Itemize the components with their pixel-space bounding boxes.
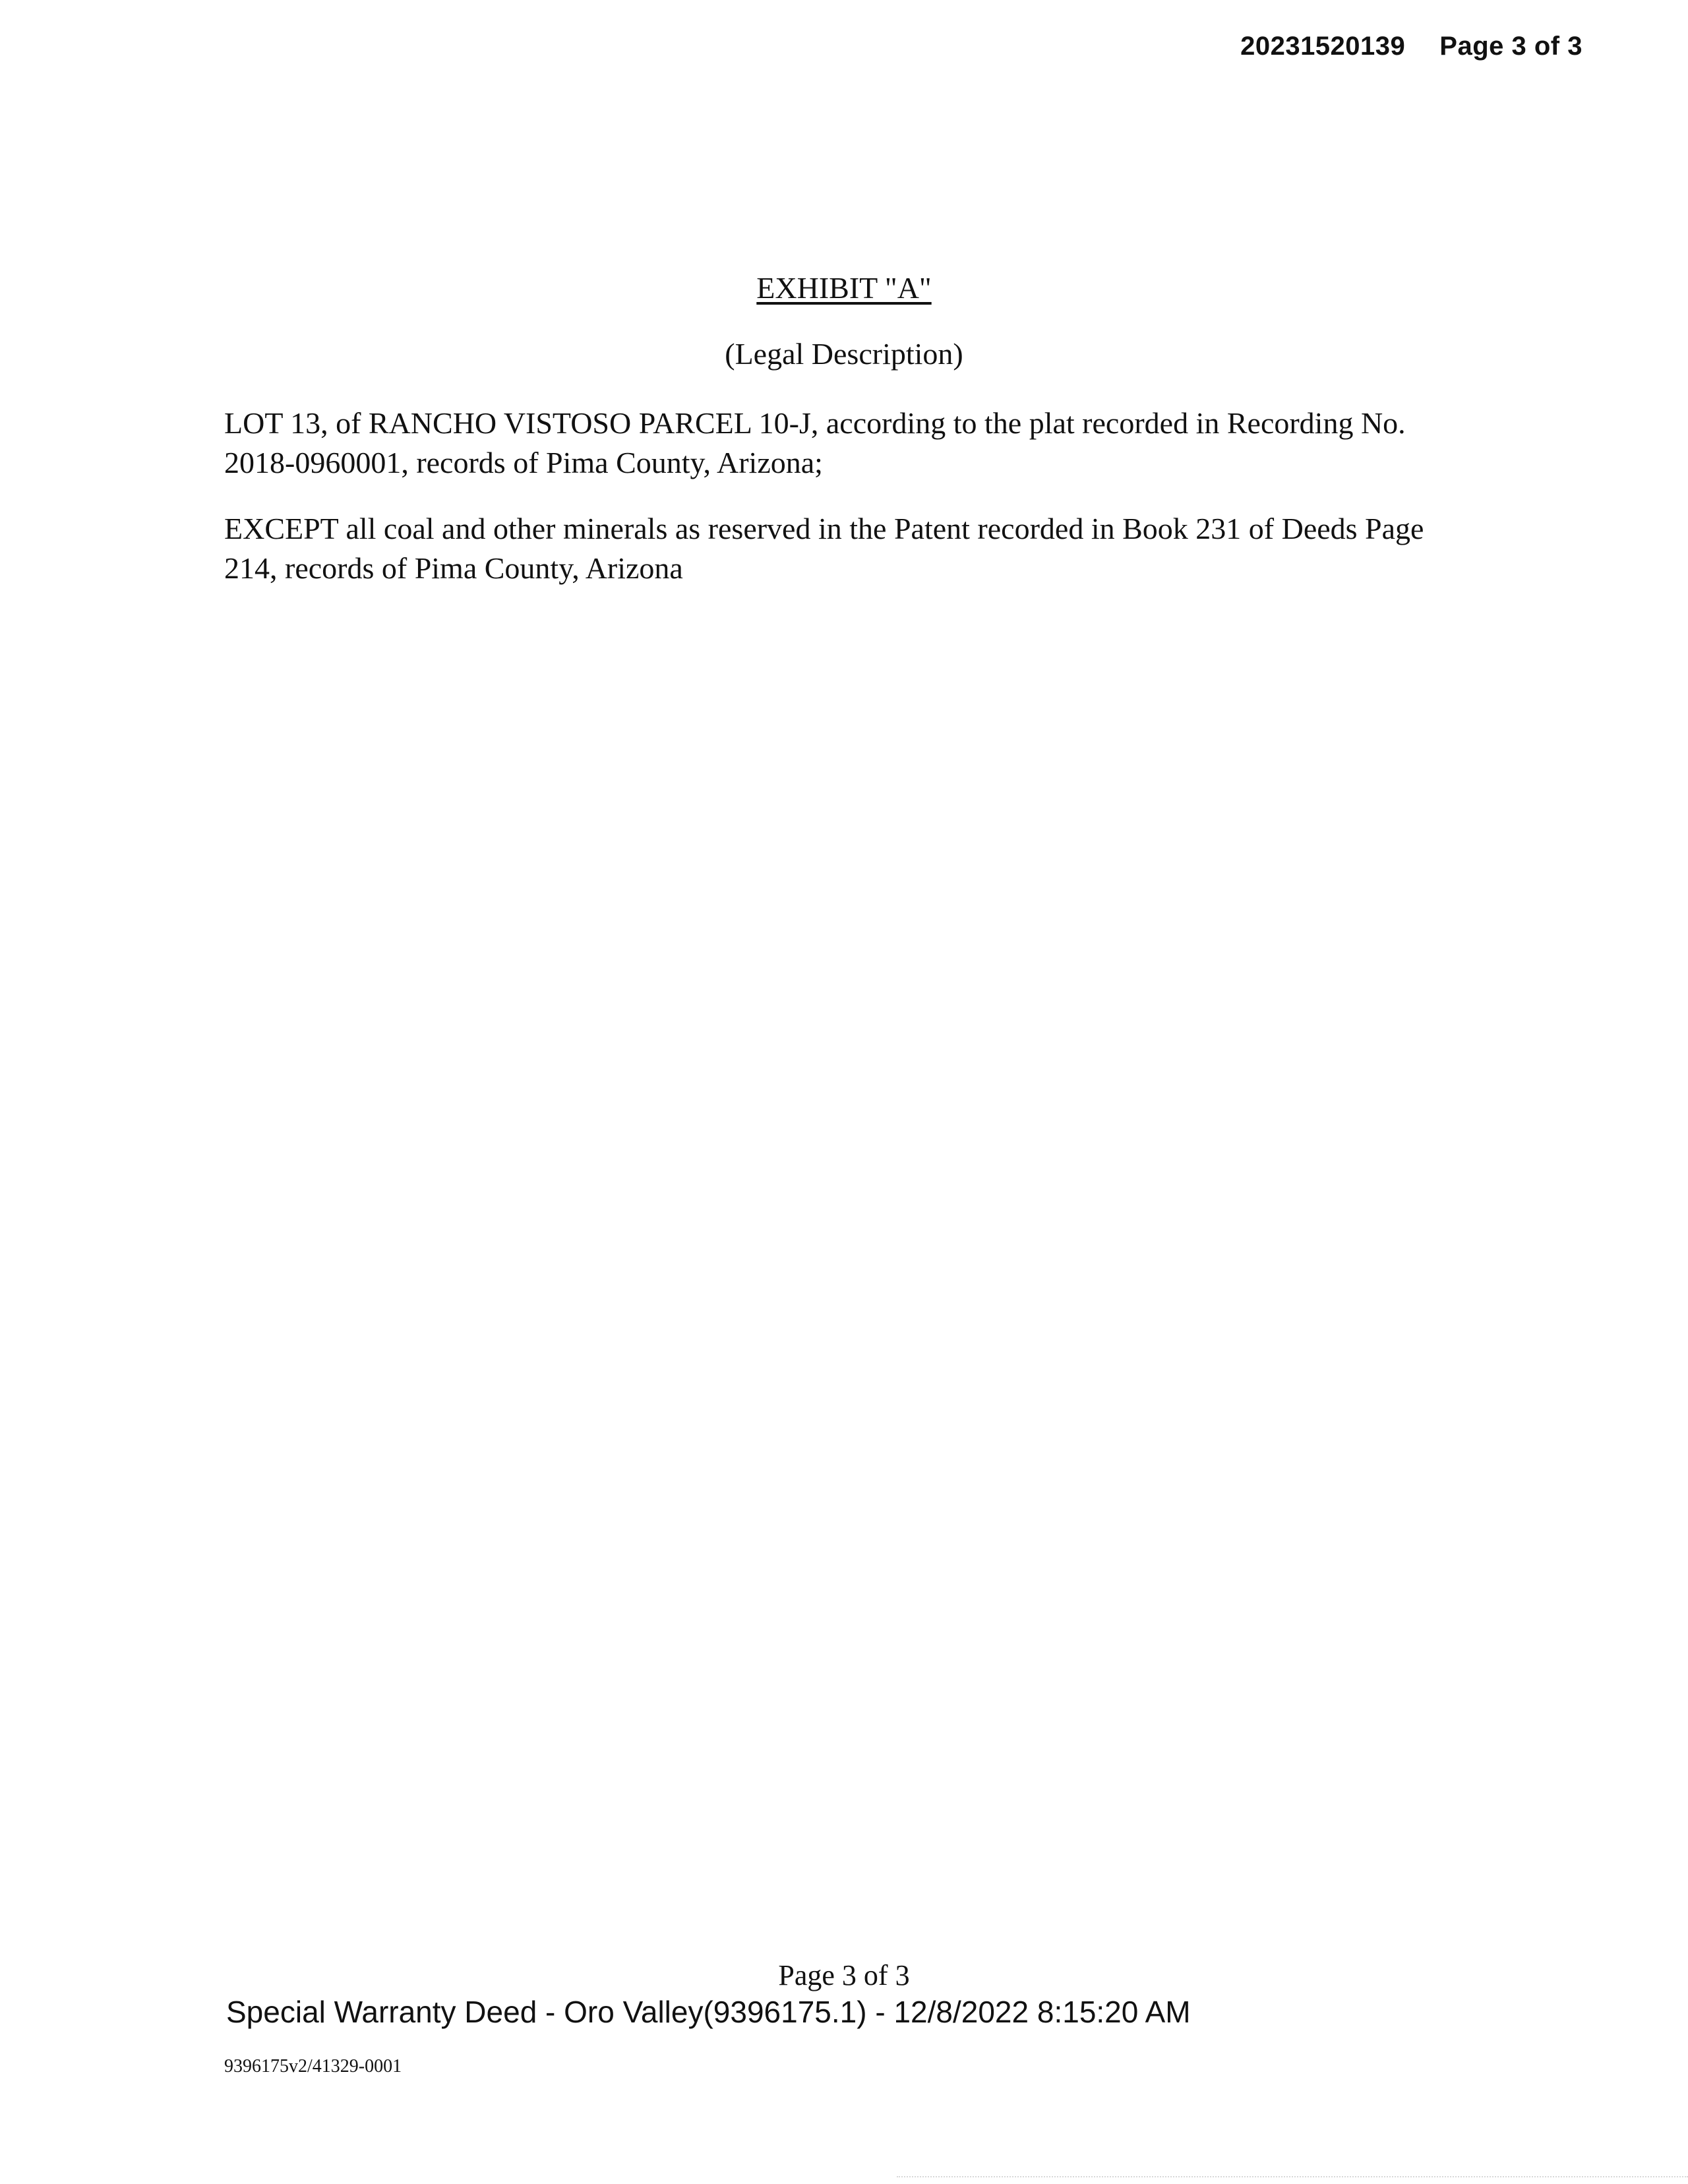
footer-document-info: Special Warranty Deed - Oro Valley(9396175.1) - 12/8/2022 8:15:20 AM <box>226 1995 1191 2029</box>
mineral-reservation-paragraph: EXCEPT all coal and other minerals as reserved in the Patent recorded in Book 231 of Deeds Page 214, records of Pima County, Arizona <box>224 512 1424 585</box>
footer-page-number: Page 3 of 3 <box>778 1959 910 1991</box>
footer-document-id: 9396175v2/41329-0001 <box>224 2056 402 2077</box>
exhibit-title: EXHIBIT "A" <box>756 271 932 305</box>
exhibit-subtitle: (Legal Description) <box>725 337 963 371</box>
recording-page-label: Page 3 of 3 <box>1439 32 1582 61</box>
recording-number: 20231520139 <box>1240 32 1406 61</box>
recording-stamp <box>1240 32 1582 61</box>
scan-edge-divider <box>897 2176 1688 2179</box>
legal-description-paragraph: LOT 13, of RANCHO VISTOSO PARCEL 10-J, according to the plat recorded in Recording No. 2018-0960001, records of Pima County, Arizona; <box>224 406 1406 479</box>
